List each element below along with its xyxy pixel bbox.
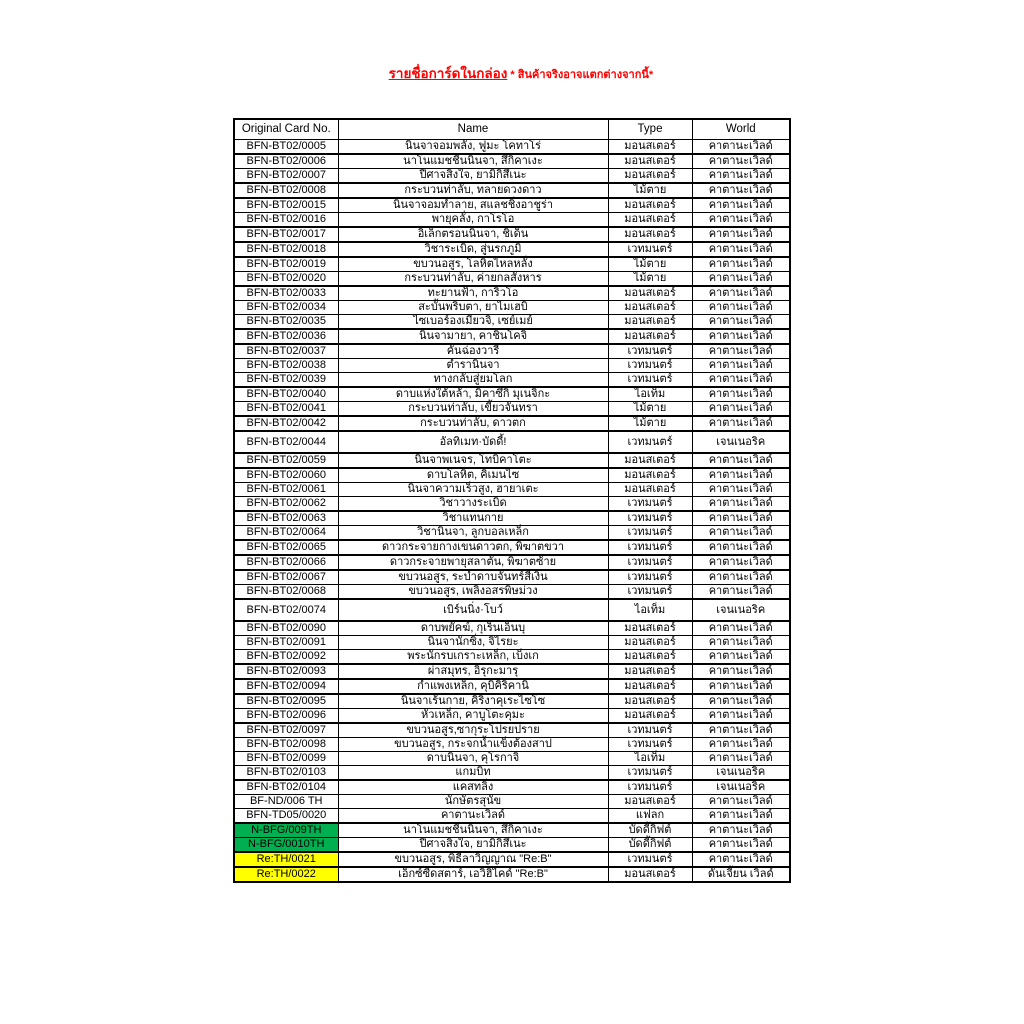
cell-card-name: พระนักรบเกราะเหล็ก, เบ็งเก (338, 650, 608, 665)
table-row (234, 257, 790, 272)
cell-card-type: มอนสเตอร์ (608, 664, 692, 679)
table-row (234, 679, 790, 694)
cell-card-world: คาตานะเวิลด์ (692, 636, 790, 650)
cell-card-type: บัดดี้กิฟต์ (608, 823, 692, 838)
cell-card-name: นินจาเร้นกาย, คิริงาคุเระไซโซ (338, 694, 608, 709)
cell-card-world: คาตานะเวิลด์ (692, 198, 790, 213)
cell-card-no: BFN-BT02/0061 (234, 483, 338, 497)
cell-card-name: เบิร์นนิ่ง·โบว์ (338, 599, 608, 621)
cell-card-no: BFN-BT02/0104 (234, 780, 338, 795)
cell-card-no: BFN-BT02/0064 (234, 526, 338, 541)
cell-card-world: คาตานะเวิลด์ (692, 570, 790, 585)
cell-card-world: คาตานะเวิลด์ (692, 227, 790, 242)
cell-card-no: BFN-BT02/0036 (234, 329, 338, 344)
cell-card-no: BFN-BT02/0033 (234, 286, 338, 301)
cell-card-no: BFN-BT02/0067 (234, 570, 338, 585)
cell-card-world: คาตานะเวิลด์ (692, 315, 790, 330)
cell-card-name: ปีศาจสิงใจ, ยามิกิสึเนะ (338, 838, 608, 853)
cell-card-name: วิชาระเบิด, สู่นรกภูมิ (338, 242, 608, 257)
cell-card-type: มอนสเตอร์ (608, 694, 692, 709)
cell-card-no: BFN-BT02/0068 (234, 585, 338, 600)
cell-card-world: คาตานะเวิลด์ (692, 679, 790, 694)
header-row (234, 119, 790, 140)
cell-card-type: มอนสเตอร์ (608, 213, 692, 228)
cell-card-no: Re:TH/0021 (234, 852, 338, 867)
cell-card-type: มอนสเตอร์ (608, 483, 692, 497)
cell-card-world: คาตานะเวิลด์ (692, 540, 790, 555)
table-row (234, 621, 790, 636)
cell-card-type: เวทมนตร์ (608, 738, 692, 752)
cell-card-no: BFN-BT02/0005 (234, 140, 338, 155)
page-title (0, 0, 1024, 102)
cell-card-no: BFN-BT02/0037 (234, 344, 338, 359)
cell-card-world: คาตานะเวิลด์ (692, 838, 790, 853)
cell-card-world: คาตานะเวิลด์ (692, 169, 790, 184)
cell-card-name: อิเล็กตรอนนินจา, ชิเด็น (338, 227, 608, 242)
cell-card-type: เวทมนตร์ (608, 344, 692, 359)
table-row (234, 540, 790, 555)
card-table-body (234, 140, 790, 883)
cell-card-type: ไอเท็ม (608, 752, 692, 766)
table-row (234, 453, 790, 468)
cell-card-type: เวทมนตร์ (608, 359, 692, 373)
cell-card-name: นักษัตรสุนัข (338, 795, 608, 809)
cell-card-name: ขบวนอสูร, กระจกน้ำแข็งต้องสาป (338, 738, 608, 752)
cell-card-no: BFN-BT02/0060 (234, 468, 338, 483)
cell-card-type: มอนสเตอร์ (608, 453, 692, 468)
cell-card-name: กระบวนท่าลับ, ค่ายกลสังหาร (338, 272, 608, 287)
card-table-header (234, 119, 790, 140)
cell-card-type: ไม้ตาย (608, 183, 692, 198)
cell-card-no: BFN-BT02/0015 (234, 198, 338, 213)
cell-card-world: คาตานะเวิลด์ (692, 272, 790, 287)
cell-card-world: คาตานะเวิลด์ (692, 723, 790, 738)
table-row (234, 227, 790, 242)
cell-card-type: เวทมนตร์ (608, 526, 692, 541)
cell-card-name: นินจานักซิ่ง, จิไรยะ (338, 636, 608, 650)
cell-card-no: BFN-BT02/0092 (234, 650, 338, 665)
cell-card-type: เวทมนตร์ (608, 766, 692, 781)
page-title-note: * สินค้าจริงอาจแตกต่างจากนี้* (507, 69, 654, 81)
cell-card-type: เวทมนตร์ (608, 497, 692, 512)
table-row (234, 387, 790, 402)
cell-card-world: คาตานะเวิลด์ (692, 373, 790, 388)
cell-card-no: BFN-BT02/0019 (234, 257, 338, 272)
cell-card-name: วิชาแทนกาย (338, 511, 608, 526)
cell-card-type: มอนสเตอร์ (608, 867, 692, 882)
cell-card-type: ไม้ตาย (608, 416, 692, 431)
cell-card-world: คาตานะเวิลด์ (692, 497, 790, 512)
cell-card-no: BFN-BT02/0063 (234, 511, 338, 526)
cell-card-type: เวทมนตร์ (608, 555, 692, 570)
cell-card-world: ดันเจี้ยน เวิลด์ (692, 867, 790, 882)
cell-card-no: BFN-BT02/0094 (234, 679, 338, 694)
table-row (234, 809, 790, 824)
cell-card-no: BFN-BT02/0062 (234, 497, 338, 512)
table-row (234, 344, 790, 359)
cell-card-world: คาตานะเวิลด์ (692, 650, 790, 665)
table-row (234, 416, 790, 431)
header-original-card-no: Original Card No. (234, 119, 338, 140)
cell-card-type: บัดดี้กิฟต์ (608, 838, 692, 853)
cell-card-no: BFN-BT02/0098 (234, 738, 338, 752)
cell-card-world: คาตานะเวิลด์ (692, 795, 790, 809)
cell-card-name: นาโนแมชชีนนินจา, สึกิคาเงะ (338, 823, 608, 838)
cell-card-type: มอนสเตอร์ (608, 650, 692, 665)
cell-card-no: BFN-BT02/0020 (234, 272, 338, 287)
table-row (234, 838, 790, 853)
table-row (234, 555, 790, 570)
table-row (234, 140, 790, 155)
cell-card-no: BFN-BT02/0097 (234, 723, 338, 738)
cell-card-type: ไม้ตาย (608, 257, 692, 272)
cell-card-name: ทางกลับสู่ยมโลก (338, 373, 608, 388)
cell-card-type: เวทมนตร์ (608, 511, 692, 526)
cell-card-name: เอ็กซ์ซีดสตาร์, เอวิฮิไคด์ "Re:B" (338, 867, 608, 882)
header-type: Type (608, 119, 692, 140)
cell-card-no: N-BFG/009TH (234, 823, 338, 838)
cell-card-type: มอนสเตอร์ (608, 709, 692, 724)
cell-card-no: BFN-BT02/0017 (234, 227, 338, 242)
cell-card-world: เจนเนอริค (692, 780, 790, 795)
cell-card-name: อัลทิเมท·บัดดี้! (338, 431, 608, 453)
table-row (234, 329, 790, 344)
cell-card-world: คาตานะเวิลด์ (692, 823, 790, 838)
cell-card-name: นินจาความเร็วสูง, ฮายาเตะ (338, 483, 608, 497)
cell-card-type: เวทมนตร์ (608, 852, 692, 867)
table-row (234, 709, 790, 724)
cell-card-name: นินจาจอมพลัง, ฟูมะ โคทาโร่ (338, 140, 608, 155)
table-row (234, 585, 790, 600)
cell-card-type: มอนสเตอร์ (608, 795, 692, 809)
cell-card-name: ดาวกระจายพายุสลาตัน, พิฆาตซ้าย (338, 555, 608, 570)
cell-card-no: BFN-BT02/0091 (234, 636, 338, 650)
cell-card-type: มอนสเตอร์ (608, 227, 692, 242)
table-row (234, 431, 790, 453)
cell-card-no: BFN-BT02/0099 (234, 752, 338, 766)
cell-card-no: BFN-TD05/0020 (234, 809, 338, 824)
cell-card-name: วิชานินจา, ลูกบอลเหล็ก (338, 526, 608, 541)
table-row (234, 752, 790, 766)
cell-card-type: แฟลก (608, 809, 692, 824)
cell-card-name: ปีศาจสิงใจ, ยามิกิสึเนะ (338, 169, 608, 184)
cell-card-type: มอนสเตอร์ (608, 329, 692, 344)
cell-card-type: มอนสเตอร์ (608, 140, 692, 155)
cell-card-no: BFN-BT02/0059 (234, 453, 338, 468)
cell-card-no: BFN-BT02/0103 (234, 766, 338, 781)
table-row (234, 694, 790, 709)
table-row (234, 636, 790, 650)
table-row (234, 198, 790, 213)
cell-card-name: ขบวนอสูร, เพลิงอสรพิษม่วง (338, 585, 608, 600)
cell-card-world: คาตานะเวิลด์ (692, 585, 790, 600)
cell-card-name: ดาบแห่งใต้หล้า, มิคาซึกิ มุเนจิกะ (338, 387, 608, 402)
table-row (234, 359, 790, 373)
cell-card-name: พายุคลั่ง, กาโรโอ (338, 213, 608, 228)
cell-card-type: มอนสเตอร์ (608, 468, 692, 483)
cell-card-type: มอนสเตอร์ (608, 301, 692, 315)
cell-card-world: คาตานะเวิลด์ (692, 286, 790, 301)
cell-card-type: เวทมนตร์ (608, 373, 692, 388)
cell-card-name: ดาวกระจายกางเขนดาวตก, พิฆาตขวา (338, 540, 608, 555)
cell-card-world: คาตานะเวิลด์ (692, 526, 790, 541)
cell-card-name: นาโนแมชชีนนินจา, สึกิคาเงะ (338, 154, 608, 169)
cell-card-name: นินจามายา, คาชินโคจิ (338, 329, 608, 344)
cell-card-type: มอนสเตอร์ (608, 679, 692, 694)
cell-card-world: คาตานะเวิลด์ (692, 329, 790, 344)
cell-card-name: ขบวนอสูร, โลหิตไหลหลั่ง (338, 257, 608, 272)
cell-card-type: มอนสเตอร์ (608, 169, 692, 184)
table-row (234, 301, 790, 315)
cell-card-name: ขบวนอสูร, พิธีลาวิญญาณ "Re:B" (338, 852, 608, 867)
table-row (234, 766, 790, 781)
table-row (234, 169, 790, 184)
table-row (234, 183, 790, 198)
cell-card-world: คาตานะเวิลด์ (692, 416, 790, 431)
cell-card-world: คาตานะเวิลด์ (692, 183, 790, 198)
cell-card-world: คาตานะเวิลด์ (692, 453, 790, 468)
cell-card-world: คาตานะเวิลด์ (692, 344, 790, 359)
table-row (234, 664, 790, 679)
cell-card-name: คาตานะเวิลด์ (338, 809, 608, 824)
cell-card-name: กระบวนท่าลับ, เขี้ยวจันทรา (338, 402, 608, 417)
cell-card-world: คาตานะเวิลด์ (692, 664, 790, 679)
cell-card-no: BFN-BT02/0096 (234, 709, 338, 724)
table-row (234, 738, 790, 752)
cell-card-no: BFN-BT02/0095 (234, 694, 338, 709)
table-row (234, 213, 790, 228)
cell-card-world: คาตานะเวิลด์ (692, 809, 790, 824)
cell-card-world: คาตานะเวิลด์ (692, 511, 790, 526)
cell-card-no: BFN-BT02/0090 (234, 621, 338, 636)
table-row (234, 497, 790, 512)
cell-card-type: มอนสเตอร์ (608, 198, 692, 213)
table-row (234, 373, 790, 388)
cell-card-name: คันฉ่องวารี (338, 344, 608, 359)
cell-card-no: BFN-BT02/0040 (234, 387, 338, 402)
cell-card-world: คาตานะเวิลด์ (692, 242, 790, 257)
cell-card-type: เวทมนตร์ (608, 723, 692, 738)
cell-card-name: ขบวนอสูร,ซากุระโปรยปราย (338, 723, 608, 738)
cell-card-type: มอนสเตอร์ (608, 286, 692, 301)
table-row (234, 867, 790, 882)
cell-card-world: คาตานะเวิลด์ (692, 852, 790, 867)
header-name: Name (338, 119, 608, 140)
cell-card-name: ผ่าสมุทร, อิรุกะมารุ (338, 664, 608, 679)
cell-card-world: เจนเนอริค (692, 599, 790, 621)
cell-card-name: ขบวนอสูร, ระบำดาบจันทร์สีเงิน (338, 570, 608, 585)
cell-card-no: BFN-BT02/0039 (234, 373, 338, 388)
cell-card-type: เวทมนตร์ (608, 585, 692, 600)
cell-card-no: Re:TH/0022 (234, 867, 338, 882)
cell-card-name: นินจาจอมทำลาย, สแลชชิ่งอาชูร่า (338, 198, 608, 213)
cell-card-world: คาตานะเวิลด์ (692, 154, 790, 169)
cell-card-type: ไอเท็ม (608, 387, 692, 402)
cell-card-no: BFN-BT02/0007 (234, 169, 338, 184)
table-row (234, 154, 790, 169)
table-row (234, 650, 790, 665)
cell-card-world: คาตานะเวิลด์ (692, 555, 790, 570)
cell-card-name: ทะยานฟ้า, การิวโอ (338, 286, 608, 301)
cell-card-type: เวทมนตร์ (608, 431, 692, 453)
cell-card-no: BFN-BT02/0016 (234, 213, 338, 228)
cell-card-name: กระบวนท่าลับ, ทลายดวงดาว (338, 183, 608, 198)
cell-card-type: เวทมนตร์ (608, 540, 692, 555)
cell-card-name: กระบวนท่าลับ, ดาวตก (338, 416, 608, 431)
table-row (234, 570, 790, 585)
cell-card-world: คาตานะเวิลด์ (692, 402, 790, 417)
cell-card-name: ดาบโลหิต, คิเมนไซ (338, 468, 608, 483)
table-row (234, 823, 790, 838)
table-row (234, 402, 790, 417)
cell-card-world: คาตานะเวิลด์ (692, 709, 790, 724)
table-row (234, 272, 790, 287)
cell-card-world: คาตานะเวิลด์ (692, 257, 790, 272)
cell-card-name: นินจาพเนจร, โทบิคาโตะ (338, 453, 608, 468)
cell-card-type: เวทมนตร์ (608, 780, 692, 795)
cell-card-no: BFN-BT02/0006 (234, 154, 338, 169)
cell-card-no: BFN-BT02/0034 (234, 301, 338, 315)
cell-card-world: เจนเนอริค (692, 431, 790, 453)
cell-card-no: BFN-BT02/0074 (234, 599, 338, 621)
cell-card-type: มอนสเตอร์ (608, 154, 692, 169)
cell-card-no: BFN-BT02/0066 (234, 555, 338, 570)
page-title-main: รายชื่อการ์ดในกล่อง (388, 66, 508, 81)
cell-card-world: คาตานะเวิลด์ (692, 694, 790, 709)
cell-card-no: BFN-BT02/0038 (234, 359, 338, 373)
cell-card-type: ไม้ตาย (608, 402, 692, 417)
cell-card-world: คาตานะเวิลด์ (692, 468, 790, 483)
cell-card-world: คาตานะเวิลด์ (692, 140, 790, 155)
cell-card-world: คาตานะเวิลด์ (692, 621, 790, 636)
cell-card-no: BFN-BT02/0093 (234, 664, 338, 679)
table-row (234, 483, 790, 497)
cell-card-no: BFN-BT02/0018 (234, 242, 338, 257)
cell-card-name: สะบั้นพริบตา, ยาไมเฮบิ (338, 301, 608, 315)
cell-card-world: เจนเนอริค (692, 766, 790, 781)
cell-card-no: BFN-BT02/0042 (234, 416, 338, 431)
cell-card-no: BFN-BT02/0044 (234, 431, 338, 453)
cell-card-name: ตำรานินจา (338, 359, 608, 373)
cell-card-no: BF-ND/006 TH (234, 795, 338, 809)
cell-card-type: มอนสเตอร์ (608, 636, 692, 650)
table-row (234, 511, 790, 526)
table-row (234, 315, 790, 330)
cell-card-name: ไซเบอร์องเมียวจิ, เซย์เมย์ (338, 315, 608, 330)
cell-card-type: เวทมนตร์ (608, 570, 692, 585)
cell-card-type: มอนสเตอร์ (608, 621, 692, 636)
cell-card-name: ดาบนินจา, คุโรกาจิ (338, 752, 608, 766)
cell-card-name: ดาบพยัคฆ์, กุเร็นเอ็นบุ (338, 621, 608, 636)
card-table (233, 118, 791, 883)
table-row (234, 795, 790, 809)
header-world: World (692, 119, 790, 140)
table-row (234, 468, 790, 483)
table-row (234, 852, 790, 867)
cell-card-name: แกมบิท (338, 766, 608, 781)
cell-card-name: วิชาวางระเบิด (338, 497, 608, 512)
cell-card-world: คาตานะเวิลด์ (692, 752, 790, 766)
table-row (234, 286, 790, 301)
cell-card-world: คาตานะเวิลด์ (692, 738, 790, 752)
cell-card-no: BFN-BT02/0041 (234, 402, 338, 417)
cell-card-no: N-BFG/0010TH (234, 838, 338, 853)
cell-card-type: มอนสเตอร์ (608, 315, 692, 330)
cell-card-world: คาตานะเวิลด์ (692, 387, 790, 402)
cell-card-no: BFN-BT02/0065 (234, 540, 338, 555)
cell-card-name: กำแพงเหล็ก, คุบิคิริคานิ (338, 679, 608, 694)
cell-card-no: BFN-BT02/0008 (234, 183, 338, 198)
table-row (234, 723, 790, 738)
table-row (234, 526, 790, 541)
cell-card-name: หัวเหล็ก, คาบูโตะคุมะ (338, 709, 608, 724)
cell-card-world: คาตานะเวิลด์ (692, 483, 790, 497)
cell-card-world: คาตานะเวิลด์ (692, 359, 790, 373)
cell-card-type: ไอเท็ม (608, 599, 692, 621)
table-row (234, 780, 790, 795)
table-row (234, 242, 790, 257)
cell-card-world: คาตานะเวิลด์ (692, 301, 790, 315)
cell-card-name: แคสทลิ่ง (338, 780, 608, 795)
cell-card-type: เวทมนตร์ (608, 242, 692, 257)
cell-card-no: BFN-BT02/0035 (234, 315, 338, 330)
table-row (234, 599, 790, 621)
cell-card-world: คาตานะเวิลด์ (692, 213, 790, 228)
cell-card-type: ไม้ตาย (608, 272, 692, 287)
